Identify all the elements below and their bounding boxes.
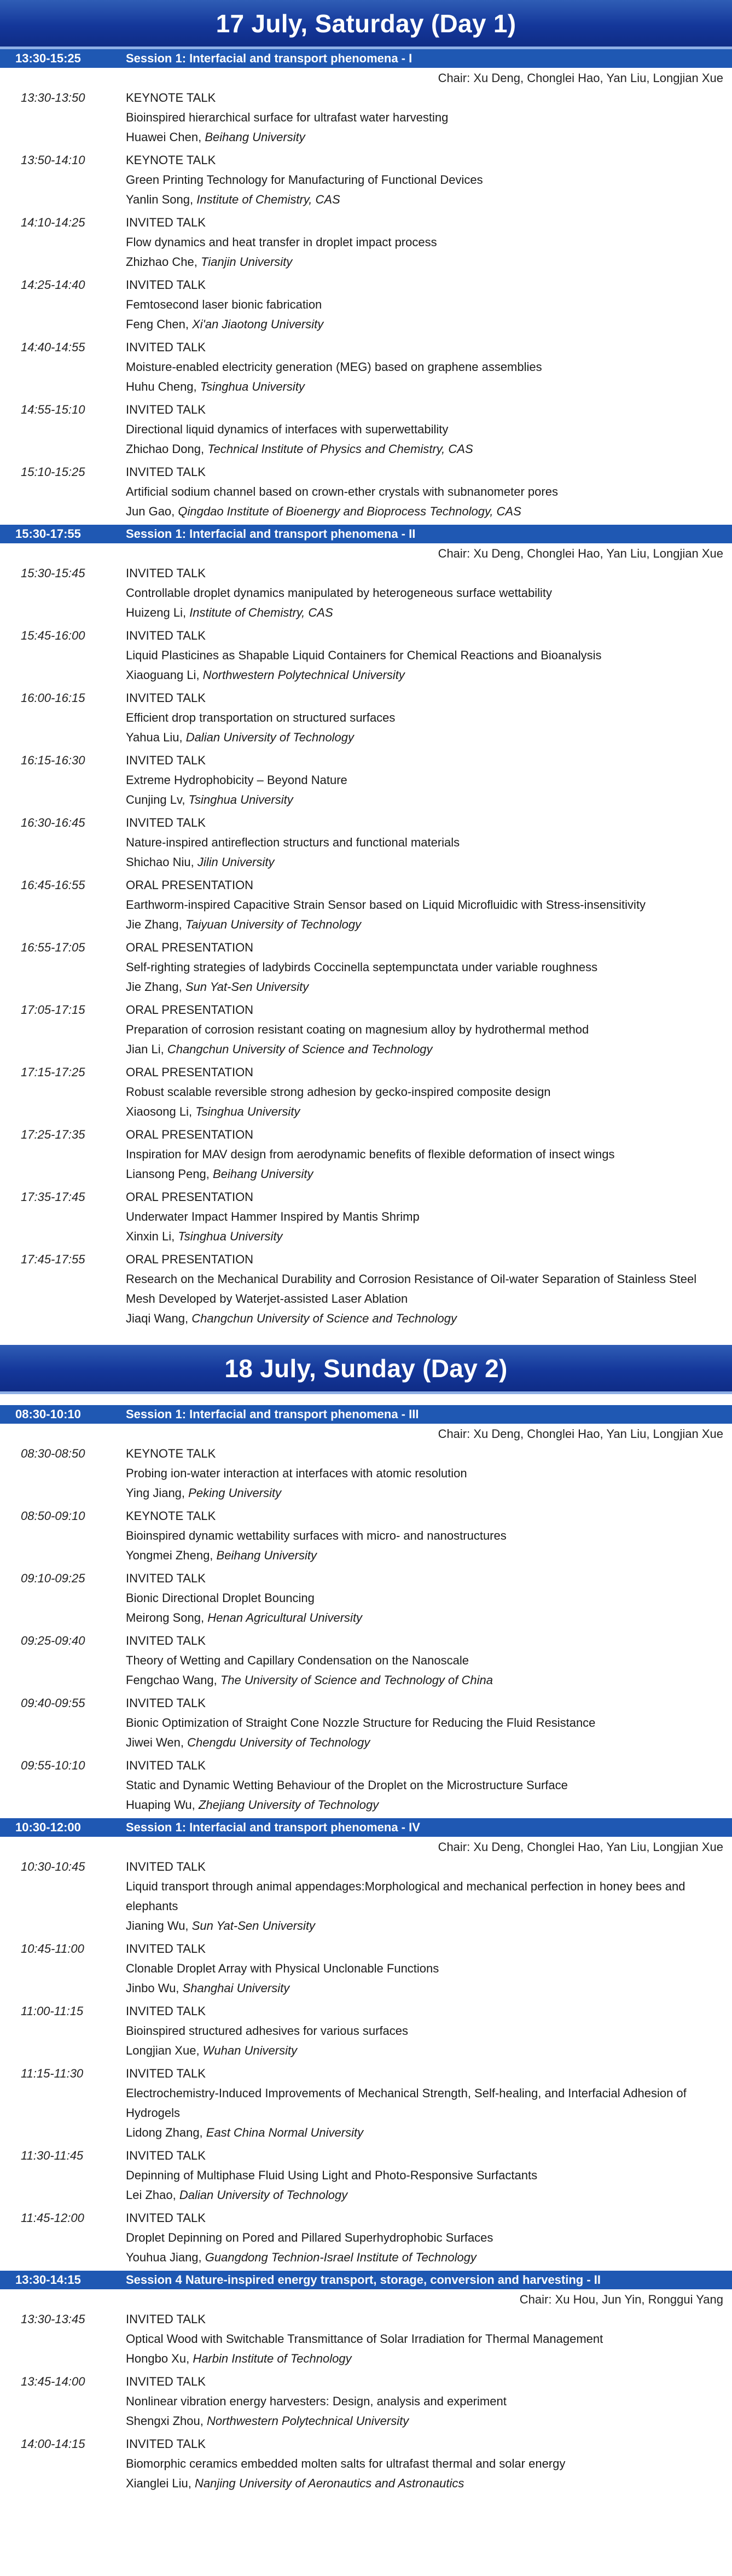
talk-item xyxy=(0,1125,732,1187)
talk-title: Preparation of corrosion resistant coating on magnesium alloy by hydrothermal method xyxy=(126,1023,589,1036)
talk-time: 10:45-11:00 xyxy=(21,1942,84,1956)
talk-title: Bioinspired hierarchical surface for ultrafast water harvesting xyxy=(126,111,449,124)
talk-body xyxy=(126,1187,732,1246)
talk-time: 16:55-17:05 xyxy=(21,941,85,954)
session-title: Session 1: Interfacial and transport phenomena - II xyxy=(126,527,416,541)
talk-time: 13:50-14:10 xyxy=(21,153,85,167)
talk-speaker-line xyxy=(126,1227,724,1246)
speaker-affiliation: Jilin University xyxy=(197,855,275,869)
speaker-affiliation: Harbin Institute of Technology xyxy=(193,2352,352,2365)
talk-type: INVITED TALK xyxy=(126,340,206,354)
talk-item xyxy=(0,2146,732,2208)
talk-speaker-line xyxy=(126,252,724,272)
talk-title: Inspiration for MAV design from aerodynamic benefits of flexible deformation of insect wings xyxy=(126,1147,615,1161)
session-chair: Chair: Xu Deng, Chonglei Hao, Yan Liu, Longjian Xue xyxy=(438,1427,723,1441)
talk-time: 08:30-08:50 xyxy=(21,1447,85,1460)
talk-item xyxy=(0,626,732,688)
speaker-affiliation: Northwestern Polytechnical University xyxy=(206,2414,409,2428)
talk-body xyxy=(126,150,732,210)
speaker-affiliation: Tsinghua University xyxy=(188,793,293,807)
speaker-name: Jinbo Wu, xyxy=(126,1981,183,1995)
talk-body xyxy=(126,813,732,872)
talk-item xyxy=(0,1250,732,1332)
speaker-affiliation: Tsinghua University xyxy=(200,380,305,393)
speaker-name: Longjian Xue, xyxy=(126,2044,203,2057)
session-time: 13:30-14:15 xyxy=(15,2273,81,2287)
speaker-name: Lidong Zhang, xyxy=(126,2126,206,2139)
talk-body xyxy=(126,2001,732,2061)
talk-title: Liquid Plasticines as Shapable Liquid Containers for Chemical Reactions and Bioanalysis xyxy=(126,648,602,662)
talk-speaker-line xyxy=(126,2123,724,2143)
speaker-affiliation: Institute of Chemistry, CAS xyxy=(189,606,333,619)
talk-speaker-line xyxy=(126,439,724,459)
talk-time: 15:30-15:45 xyxy=(21,566,85,580)
talk-time: 11:30-11:45 xyxy=(21,2149,84,2162)
speaker-affiliation: Xi'an Jiaotong University xyxy=(192,317,324,331)
talk-item xyxy=(0,938,732,1000)
speaker-name: Feng Chen, xyxy=(126,317,193,331)
talk-type: INVITED TALK xyxy=(126,2004,206,2018)
talk-item xyxy=(0,2372,732,2434)
speaker-name: Jie Zhang, xyxy=(126,918,185,931)
talk-body xyxy=(126,1444,732,1503)
talk-body xyxy=(126,2310,732,2369)
speaker-name: Fengchao Wang, xyxy=(126,1673,220,1687)
talk-time: 16:45-16:55 xyxy=(21,878,85,892)
talk-item xyxy=(0,213,732,275)
talk-time: 11:45-12:00 xyxy=(21,2211,84,2225)
speaker-affiliation: Dalian University of Technology xyxy=(185,730,355,744)
talk-time: 16:15-16:30 xyxy=(21,753,85,767)
talk-item xyxy=(0,564,732,626)
talk-time: 15:45-16:00 xyxy=(21,629,85,642)
talk-speaker-line xyxy=(126,1102,724,1122)
speaker-affiliation: The University of Science and Technology of China xyxy=(220,1673,493,1687)
speaker-name: Zhichao Dong, xyxy=(126,442,208,456)
talk-title: Static and Dynamic Wetting Behaviour of the Droplet on the Microstructure Surface xyxy=(126,1778,568,1792)
talk-title: Underwater Impact Hammer Inspired by Mantis Shrimp xyxy=(126,1210,420,1223)
talk-body xyxy=(126,1631,732,1690)
talk-title: Bionic Directional Droplet Bouncing xyxy=(126,1591,315,1605)
talk-type: ORAL PRESENTATION xyxy=(126,878,254,892)
speaker-name: Jian Li, xyxy=(126,1042,167,1056)
talk-time: 14:25-14:40 xyxy=(21,278,85,292)
session-header xyxy=(0,1818,732,1837)
speaker-name: Yongmei Zheng, xyxy=(126,1548,217,1562)
talk-body xyxy=(126,564,732,623)
speaker-name: Yanlin Song, xyxy=(126,193,197,206)
speaker-name: Shichao Niu, xyxy=(126,855,197,869)
talk-type: KEYNOTE TALK xyxy=(126,1447,216,1460)
speaker-name: Jun Gao, xyxy=(126,504,178,518)
speaker-affiliation: Shanghai University xyxy=(182,1981,290,1995)
speaker-affiliation: Sun Yat-Sen University xyxy=(185,980,309,994)
session-header xyxy=(0,2271,732,2289)
talk-time: 08:50-09:10 xyxy=(21,1509,85,1523)
speaker-affiliation: Changchun University of Science and Technology xyxy=(191,1312,457,1325)
talk-item xyxy=(0,1444,732,1506)
talk-type: INVITED TALK xyxy=(126,2312,206,2326)
speaker-affiliation: Tsinghua University xyxy=(178,1229,283,1243)
talk-speaker-line xyxy=(126,2185,724,2205)
talk-time: 17:45-17:55 xyxy=(21,1252,85,1266)
speaker-affiliation: Nanjing University of Aeronautics and Astronautics xyxy=(194,2476,464,2490)
talk-speaker-line xyxy=(126,1733,724,1753)
session-title: Session 1: Interfacial and transport phenomena - III xyxy=(126,1407,419,1421)
talk-title: Clonable Droplet Array with Physical Unclonable Functions xyxy=(126,1962,439,1975)
talk-body xyxy=(126,1857,732,1936)
talk-speaker-line xyxy=(126,1040,724,1059)
talk-item xyxy=(0,1506,732,1569)
speaker-affiliation: Tianjin University xyxy=(200,255,293,269)
talk-title: Earthworm-inspired Capacitive Strain Sensor based on Liquid Microfluidic with Stress-insensitivity xyxy=(126,898,646,912)
speaker-affiliation: Peking University xyxy=(188,1486,282,1500)
talk-item xyxy=(0,2001,732,2064)
talk-title: Research on the Mechanical Durability and Corrosion Resistance of Oil-water Separation of Stainless Steel Mesh Developed by Waterjet-assisted Laser Ablation xyxy=(126,1272,697,1306)
talk-body xyxy=(126,400,732,459)
talk-time: 17:35-17:45 xyxy=(21,1190,85,1204)
speaker-name: Xiaosong Li, xyxy=(126,1105,196,1118)
talk-body xyxy=(126,1506,732,1565)
speaker-affiliation: Zhejiang University of Technology xyxy=(198,1798,379,1812)
talk-speaker-line xyxy=(126,2349,724,2369)
talk-type: INVITED TALK xyxy=(126,1696,206,1710)
speaker-name: Huaping Wu, xyxy=(126,1798,199,1812)
talk-body xyxy=(126,1569,732,1628)
talk-body xyxy=(126,88,732,147)
speaker-name: Jiaqi Wang, xyxy=(126,1312,192,1325)
talk-time: 14:55-15:10 xyxy=(21,403,85,416)
talk-title: Moisture-enabled electricity generation (MEG) based on graphene assemblies xyxy=(126,360,542,374)
speaker-name: Huizeng Li, xyxy=(126,606,190,619)
talk-body xyxy=(126,2434,732,2493)
talk-item xyxy=(0,400,732,462)
talk-body xyxy=(126,338,732,397)
talk-title: Nature-inspired antireflection structurs and functional materials xyxy=(126,836,460,849)
talk-speaker-line xyxy=(126,1309,724,1328)
talk-type: INVITED TALK xyxy=(126,1571,206,1585)
session-chair: Chair: Xu Deng, Chonglei Hao, Yan Liu, Longjian Xue xyxy=(438,547,723,560)
speaker-name: Jiwei Wen, xyxy=(126,1736,188,1749)
talk-body xyxy=(126,2208,732,2267)
talk-type: INVITED TALK xyxy=(126,753,206,767)
talk-body xyxy=(126,2372,732,2431)
talk-time: 09:55-10:10 xyxy=(21,1759,85,1772)
talk-item xyxy=(0,2064,732,2146)
talk-item xyxy=(0,2310,732,2372)
day-gap xyxy=(0,1394,732,1405)
talk-item xyxy=(0,1187,732,1250)
speaker-name: Xianglei Liu, xyxy=(126,2476,195,2490)
session-chair: Chair: Xu Hou, Jun Yin, Ronggui Yang xyxy=(519,2293,723,2306)
talk-speaker-line xyxy=(126,915,724,935)
talk-item xyxy=(0,2208,732,2271)
talk-body xyxy=(126,2064,732,2143)
talk-time: 16:00-16:15 xyxy=(21,691,85,705)
talk-item xyxy=(0,1939,732,2001)
talk-body xyxy=(126,275,732,334)
talk-type: ORAL PRESENTATION xyxy=(126,1003,254,1017)
talk-item xyxy=(0,88,732,150)
speaker-affiliation: Taiyuan University of Technology xyxy=(185,918,362,931)
talk-body xyxy=(126,626,732,685)
session-header xyxy=(0,525,732,543)
speaker-name: Ying Jiang, xyxy=(126,1486,189,1500)
speaker-name: Hongbo Xu, xyxy=(126,2352,193,2365)
talk-type: KEYNOTE TALK xyxy=(126,91,216,105)
day-gap xyxy=(0,1332,732,1345)
talk-type: KEYNOTE TALK xyxy=(126,153,216,167)
speaker-affiliation: Tsinghua University xyxy=(195,1105,300,1118)
talk-type: INVITED TALK xyxy=(126,2437,206,2451)
talk-item xyxy=(0,1693,732,1756)
talk-item xyxy=(0,2434,732,2497)
talk-time: 13:45-14:00 xyxy=(21,2375,85,2388)
speaker-name: Shengxi Zhou, xyxy=(126,2414,207,2428)
speaker-name: Yahua Liu, xyxy=(126,730,186,744)
talk-item xyxy=(0,338,732,400)
talk-type: ORAL PRESENTATION xyxy=(126,1065,254,1079)
talk-type: INVITED TALK xyxy=(126,1634,206,1647)
speaker-affiliation: Qingdao Institute of Bioenergy and Bioprocess Technology, CAS xyxy=(178,504,521,518)
speaker-affiliation: Changchun University of Science and Technology xyxy=(167,1042,433,1056)
talk-item xyxy=(0,875,732,938)
talk-time: 16:30-16:45 xyxy=(21,816,85,829)
session-time: 08:30-10:10 xyxy=(15,1407,81,1421)
session-chair: Chair: Xu Deng, Chonglei Hao, Yan Liu, Longjian Xue xyxy=(438,1840,723,1854)
talk-body xyxy=(126,2146,732,2205)
speaker-affiliation: Chengdu University of Technology xyxy=(187,1736,370,1749)
speaker-affiliation: Wuhan University xyxy=(202,2044,298,2057)
speaker-name: Xiaoguang Li, xyxy=(126,668,203,682)
speaker-affiliation: Henan Agricultural University xyxy=(207,1611,363,1624)
talk-body xyxy=(126,1125,732,1184)
talk-title: Electrochemistry-Induced Improvements of Mechanical Strength, Self-healing, and Interfacial Adhesion of Hydrogels xyxy=(126,2086,687,2120)
speaker-name: Zhizhao Che, xyxy=(126,255,201,269)
speaker-name: Youhua Jiang, xyxy=(126,2250,205,2264)
talk-time: 17:05-17:15 xyxy=(21,1003,85,1017)
talk-speaker-line xyxy=(126,1483,724,1503)
talk-speaker-line xyxy=(126,1979,724,1998)
talk-item xyxy=(0,275,732,338)
talk-item xyxy=(0,688,732,751)
talk-type: INVITED TALK xyxy=(126,629,206,642)
talk-title: Femtosecond laser bionic fabrication xyxy=(126,298,322,311)
talk-time: 11:15-11:30 xyxy=(21,2067,84,2080)
speaker-affiliation: Beihang University xyxy=(213,1167,313,1181)
talk-body xyxy=(126,1000,732,1059)
talk-title: Biomorphic ceramics embedded molten salts for ultrafast thermal and solar energy xyxy=(126,2457,566,2470)
talk-title: Nonlinear vibration energy harvesters: Design, analysis and experiment xyxy=(126,2394,507,2408)
talk-title: Theory of Wetting and Capillary Condensation on the Nanoscale xyxy=(126,1653,469,1667)
talk-item xyxy=(0,813,732,875)
talk-body xyxy=(126,213,732,272)
talk-speaker-line xyxy=(126,377,724,397)
talk-speaker-line xyxy=(126,1546,724,1565)
talk-speaker-line xyxy=(126,1608,724,1628)
talk-speaker-line xyxy=(126,315,724,334)
talk-time: 17:25-17:35 xyxy=(21,1128,85,1141)
talk-speaker-line xyxy=(126,1916,724,1936)
talk-type: INVITED TALK xyxy=(126,1942,206,1956)
speaker-name: Meirong Song, xyxy=(126,1611,208,1624)
session-time: 15:30-17:55 xyxy=(15,527,81,541)
speaker-affiliation: Northwestern Polytechnical University xyxy=(202,668,405,682)
speaker-affiliation: Institute of Chemistry, CAS xyxy=(196,193,340,206)
talk-time: 09:25-09:40 xyxy=(21,1634,85,1647)
talk-speaker-line xyxy=(126,665,724,685)
talk-speaker-line xyxy=(126,2248,724,2267)
session-title: Session 1: Interfacial and transport phenomena - I xyxy=(126,51,413,65)
talk-title: Bioinspired dynamic wettability surfaces with micro- and nanostructures xyxy=(126,1529,507,1542)
talk-title: Robust scalable reversible strong adhesion by gecko-inspired composite design xyxy=(126,1085,551,1099)
talk-item xyxy=(0,1631,732,1693)
talk-time: 13:30-13:45 xyxy=(21,2312,85,2326)
talk-time: 11:00-11:15 xyxy=(21,2004,84,2018)
day-banner: 18 July, Sunday (Day 2) xyxy=(0,1345,732,1394)
talk-time: 09:40-09:55 xyxy=(21,1696,85,1710)
session-header xyxy=(0,1405,732,1424)
talk-time: 14:00-14:15 xyxy=(21,2437,85,2451)
talk-speaker-line xyxy=(126,190,724,210)
talk-title: Liquid transport through animal appendages:Morphological and mechanical perfection in honey bees and elephants xyxy=(126,1879,685,1913)
talk-speaker-line xyxy=(126,790,724,810)
talk-body xyxy=(126,1939,732,1998)
session-title: Session 4 Nature-inspired energy transport, storage, conversion and harvesting - II xyxy=(126,2273,601,2287)
talk-title: Directional liquid dynamics of interfaces with superwettability xyxy=(126,422,449,436)
speaker-name: Lei Zhao, xyxy=(126,2188,179,2202)
talk-speaker-line xyxy=(126,977,724,997)
talk-speaker-line xyxy=(126,2041,724,2061)
talk-type: KEYNOTE TALK xyxy=(126,1509,216,1523)
speaker-name: Jie Zhang, xyxy=(126,980,185,994)
talk-speaker-line xyxy=(126,2411,724,2431)
talk-item xyxy=(0,1756,732,1818)
talk-item xyxy=(0,751,732,813)
talk-item xyxy=(0,150,732,213)
talk-type: INVITED TALK xyxy=(126,2375,206,2388)
speaker-affiliation: Guangdong Technion-Israel Institute of Technology xyxy=(205,2250,477,2264)
talk-type: INVITED TALK xyxy=(126,2149,206,2162)
talk-body xyxy=(126,938,732,997)
talk-speaker-line xyxy=(126,502,724,521)
talk-speaker-line xyxy=(126,728,724,747)
talk-item xyxy=(0,1569,732,1631)
talk-title: Efficient drop transportation on structured surfaces xyxy=(126,711,396,724)
talk-type: INVITED TALK xyxy=(126,465,206,479)
session-title: Session 1: Interfacial and transport phenomena - IV xyxy=(126,1820,420,1834)
speaker-name: Jianing Wu, xyxy=(126,1919,192,1933)
speaker-name: Huhu Cheng, xyxy=(126,380,200,393)
talk-speaker-line xyxy=(126,1670,724,1690)
talk-item xyxy=(0,1857,732,1939)
talk-time: 17:15-17:25 xyxy=(21,1065,85,1079)
talk-speaker-line xyxy=(126,127,724,147)
talk-body xyxy=(126,462,732,521)
talk-title: Self-righting strategies of ladybirds Coccinella septempunctata under variable roughness xyxy=(126,960,598,974)
talk-item xyxy=(0,462,732,525)
talk-title: Bioinspired structured adhesives for various surfaces xyxy=(126,2024,409,2038)
talk-title: Droplet Depinning on Pored and Pillared Superhydrophobic Surfaces xyxy=(126,2231,493,2244)
speaker-name: Xinxin Li, xyxy=(126,1229,178,1243)
talk-title: Depinning of Multiphase Fluid Using Light and Photo-Responsive Surfactants xyxy=(126,2168,538,2182)
talk-type: ORAL PRESENTATION xyxy=(126,1128,254,1141)
talk-body xyxy=(126,875,732,935)
speaker-affiliation: Sun Yat-Sen University xyxy=(191,1919,316,1933)
talk-speaker-line xyxy=(126,1164,724,1184)
talk-speaker-line xyxy=(126,1795,724,1815)
talk-item xyxy=(0,1063,732,1125)
day-banner: 17 July, Saturday (Day 1) xyxy=(0,0,732,49)
session-chair: Chair: Xu Deng, Chonglei Hao, Yan Liu, Longjian Xue xyxy=(438,71,723,85)
talk-title: Probing ion-water interaction at interfaces with atomic resolution xyxy=(126,1466,467,1480)
talk-title: Flow dynamics and heat transfer in droplet impact process xyxy=(126,235,437,249)
session-time: 10:30-12:00 xyxy=(15,1820,81,1834)
talk-item xyxy=(0,1000,732,1063)
talk-time: 15:10-15:25 xyxy=(21,465,85,479)
talk-type: ORAL PRESENTATION xyxy=(126,1190,254,1204)
talk-title: Bionic Optimization of Straight Cone Nozzle Structure for Reducing the Fluid Resistance xyxy=(126,1716,596,1730)
talk-type: INVITED TALK xyxy=(126,1759,206,1772)
talk-type: INVITED TALK xyxy=(126,691,206,705)
speaker-affiliation: Beihang University xyxy=(216,1548,317,1562)
talk-body xyxy=(126,688,732,747)
talk-body xyxy=(126,751,732,810)
talk-title: Artificial sodium channel based on crown-ether crystals with subnanometer pores xyxy=(126,485,558,498)
speaker-affiliation: East China Normal University xyxy=(206,2126,364,2139)
talk-type: ORAL PRESENTATION xyxy=(126,1252,254,1266)
talk-title: Optical Wood with Switchable Transmittance of Solar Irradiation for Thermal Management xyxy=(126,2332,603,2346)
talk-time: 10:30-10:45 xyxy=(21,1860,85,1873)
session-header xyxy=(0,49,732,68)
talk-type: INVITED TALK xyxy=(126,816,206,829)
talk-body xyxy=(126,1693,732,1753)
speaker-affiliation: Dalian University of Technology xyxy=(179,2188,348,2202)
talk-title: Extreme Hydrophobicity – Beyond Nature xyxy=(126,773,347,787)
talk-type: INVITED TALK xyxy=(126,2211,206,2225)
talk-type: INVITED TALK xyxy=(126,278,206,292)
talk-speaker-line xyxy=(126,2474,724,2493)
talk-title: Controllable droplet dynamics manipulated by heterogeneous surface wettability xyxy=(126,586,553,600)
talk-type: INVITED TALK xyxy=(126,566,206,580)
speaker-name: Liansong Peng, xyxy=(126,1167,213,1181)
talk-body xyxy=(126,1756,732,1815)
talk-time: 13:30-13:50 xyxy=(21,91,85,105)
talk-body xyxy=(126,1250,732,1328)
talk-type: INVITED TALK xyxy=(126,403,206,416)
talk-speaker-line xyxy=(126,603,724,623)
talk-type: ORAL PRESENTATION xyxy=(126,941,254,954)
talk-type: INVITED TALK xyxy=(126,2067,206,2080)
speaker-affiliation: Technical Institute of Physics and Chemistry, CAS xyxy=(207,442,473,456)
talk-time: 09:10-09:25 xyxy=(21,1571,85,1585)
talk-body xyxy=(126,1063,732,1122)
talk-type: INVITED TALK xyxy=(126,216,206,229)
talk-time: 14:40-14:55 xyxy=(21,340,85,354)
speaker-affiliation: Beihang University xyxy=(205,130,305,144)
talk-time: 14:10-14:25 xyxy=(21,216,85,229)
speaker-name: Huawei Chen, xyxy=(126,130,205,144)
session-time: 13:30-15:25 xyxy=(15,51,81,65)
talk-title: Green Printing Technology for Manufacturing of Functional Devices xyxy=(126,173,483,187)
speaker-name: Cunjing Lv, xyxy=(126,793,189,807)
talk-type: INVITED TALK xyxy=(126,1860,206,1873)
talk-speaker-line xyxy=(126,852,724,872)
